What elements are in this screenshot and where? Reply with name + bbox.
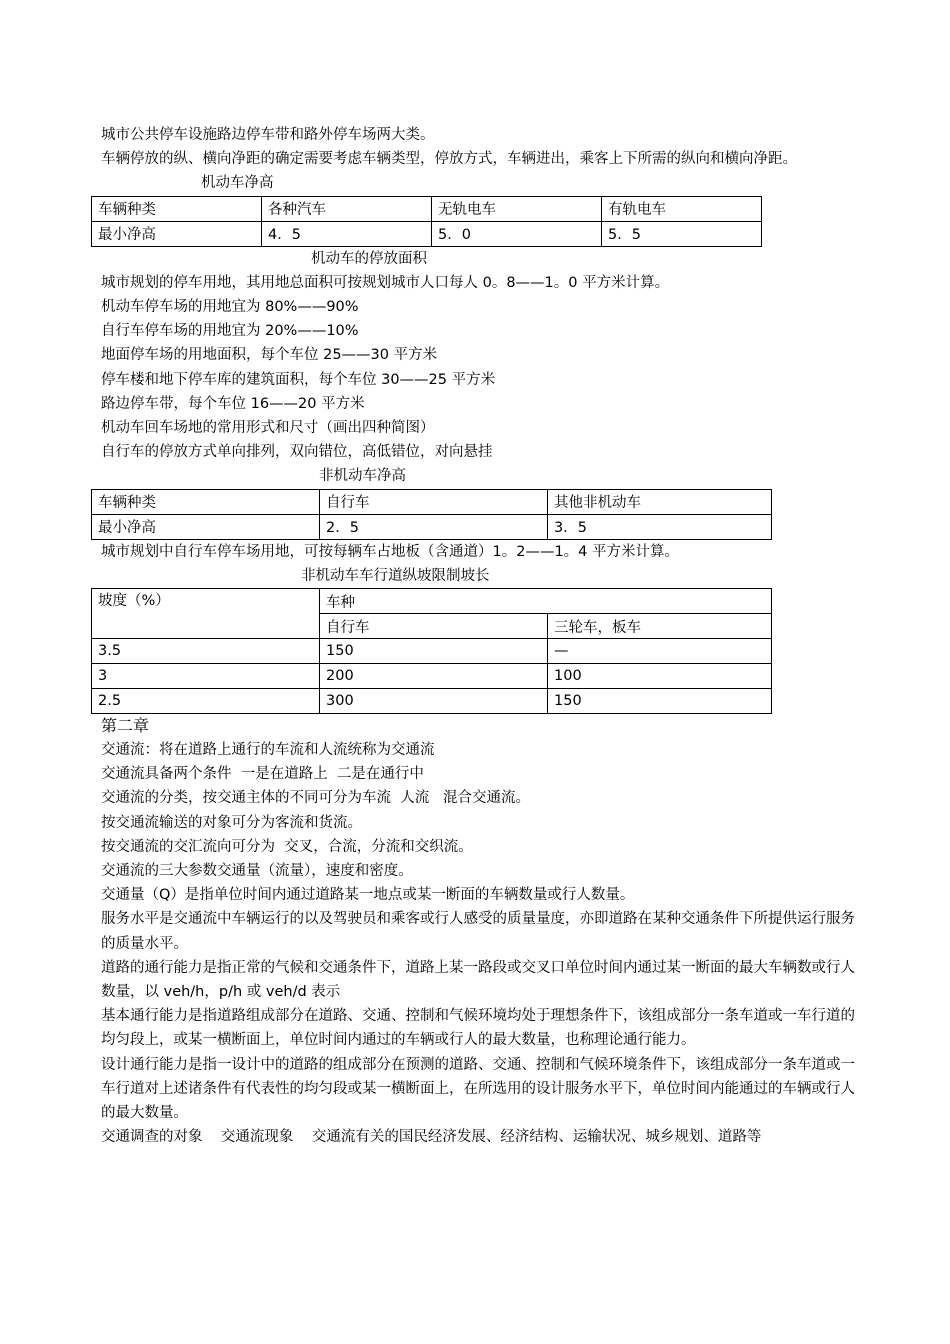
paragraph [101, 147, 866, 195]
table-cell: 2．5 [320, 514, 548, 539]
paragraph: 交通流的分类，按交通主体的不同可分为车流 人流 混合交通流。 [101, 790, 531, 807]
table-cell: — [548, 639, 772, 664]
table-cell: 有轨电车 [602, 196, 762, 221]
paragraph: 机动车回车场地的常用形式和尺寸（画出四种简图） [101, 420, 435, 437]
table-row [92, 196, 762, 221]
table-cell: 3.5 [92, 639, 320, 664]
table-header-cell: 自行车 [320, 614, 548, 639]
paragraph: 城市规划中自行车停车场用地，可按每辆车占地板（含通道）1。2——1。4 平方米计算。 [101, 543, 680, 560]
table-cell: 车辆种类 [92, 196, 262, 221]
table-caption: 非机动车净高 [319, 468, 406, 485]
chapter-heading: 第二章 [101, 716, 150, 736]
paragraph: 城市公共停车设施路边停车带和路外停车场两大类。 [101, 127, 435, 143]
table-cell: 最小净高 [92, 514, 320, 539]
table-header-cell: 三轮车，板车 [548, 614, 772, 639]
table-cell: 4．5 [262, 221, 432, 246]
paragraph: 基本通行能力是指道路组成部分在道路、交通、控制和气候环境均处于理想条件下，该组成部分一条车道或一车行道的均匀段上，或某一横断面上，单位时间内通过的车辆或行人的最大数量，也称理论通行能力。 [101, 1008, 855, 1049]
table-cell: 100 [548, 664, 772, 689]
table-cell: 300 [320, 689, 548, 714]
table-caption: 非机动车车行道纵坡限制坡长 [301, 567, 490, 584]
table-cell: 3 [92, 664, 320, 689]
paragraph: 设计通行能力是指一设计中的道路的组成部分在预测的道路、交通、控制和气候环境条件下，该组成部分一条车道或一车行道对上述诸条件有代表性的均匀段或某一横断面上，在所选用的设计服务水平下，单位时间内能通过的车辆或行人的最大数量。 [101, 1056, 855, 1122]
table-caption: 机动车净高 [201, 175, 274, 192]
table-row [92, 514, 772, 539]
table-cell: 150 [548, 689, 772, 714]
table-cell: 无轨电车 [432, 196, 602, 221]
paragraph: 地面停车场的用地面积，每个车位 25——30 平方米 [101, 347, 438, 364]
table-row [92, 489, 772, 514]
paragraph: 交通流：将在道路上通行的车流和人流统称为交通流 [101, 742, 435, 759]
table-header-cell: 车种 [320, 589, 772, 614]
document-body [98, 123, 866, 1150]
table-cell: 自行车 [320, 489, 548, 514]
table-cell: 各种汽车 [262, 196, 432, 221]
table-cell: 其他非机动车 [548, 489, 772, 514]
slope-length-table [91, 588, 772, 714]
table-cell: 2.5 [92, 689, 320, 714]
paragraph: 按交通流输送的对象可分为客流和货流。 [101, 814, 362, 831]
paragraph: 城市规划的停车用地，其用地总面积可按规划城市人口每人 0。8——1。0 平方米计算。 [101, 274, 670, 291]
paragraph: 机动车停车场的用地宜为 80%——90% [101, 299, 359, 316]
table-row [92, 639, 772, 664]
non-motor-clearance-table [91, 489, 772, 540]
table-row [92, 664, 772, 689]
paragraph: 交通量（Q）是指单位时间内通过道路某一地点或某一断面的车辆数量或行人数量。 [101, 887, 635, 904]
table-cell: 5．5 [602, 221, 762, 246]
section-title: 机动车的停放面积 [311, 250, 427, 267]
paragraph: 按交通流的交汇流向可分为 交叉，合流，分流和交织流。 [101, 838, 473, 855]
table-row [92, 689, 772, 714]
table-cell: 200 [320, 664, 548, 689]
table-header-cell: 坡度（%） [92, 589, 320, 639]
table-row [92, 589, 772, 614]
paragraph: 交通调查的对象 交通流现象 交通流有关的国民经济发展、经济结构、运输状况、城乡规划、道路等 [101, 1129, 762, 1146]
paragraph: 自行车的停放方式单向排列，双向错位，高低错位，对向悬挂 [101, 444, 493, 461]
table-cell: 150 [320, 639, 548, 664]
vehicle-clearance-table [91, 196, 762, 247]
paragraph: 交通流的三大参数交通量（流量），速度和密度。 [101, 863, 413, 880]
paragraph: 服务水平是交通流中车辆运行的以及驾驶员和乘客或行人感受的质量量度，亦即道路在某种交通条件下所提供运行服务的质量水平。 [101, 911, 855, 952]
table-cell: 车辆种类 [92, 489, 320, 514]
paragraph: 停车楼和地下停车库的建筑面积，每个车位 30——25 平方米 [101, 371, 496, 388]
paragraph-text: 车辆停放的纵、横向净距的确定需要考虑车辆类型，停放方式，车辆进出，乘客上下所需的纵向和横向净距。 [101, 151, 797, 168]
table-cell: 5．0 [432, 221, 602, 246]
paragraph: 道路的通行能力是指正常的气候和交通条件下，道路上某一路段或交叉口单位时间内通过某一断面的最大车辆数或行人数量，以 veh/h，p/h 或 veh/d 表示 [101, 959, 855, 1001]
table-row [92, 221, 762, 246]
table-cell: 3．5 [548, 514, 772, 539]
paragraph: 路边停车带，每个车位 16——20 平方米 [101, 395, 365, 412]
paragraph: 交通流具备两个条件 一是在道路上 二是在通行中 [101, 766, 424, 783]
table-cell: 最小净高 [92, 221, 262, 246]
paragraph: 自行车停车场的用地宜为 20%——10% [101, 323, 359, 340]
